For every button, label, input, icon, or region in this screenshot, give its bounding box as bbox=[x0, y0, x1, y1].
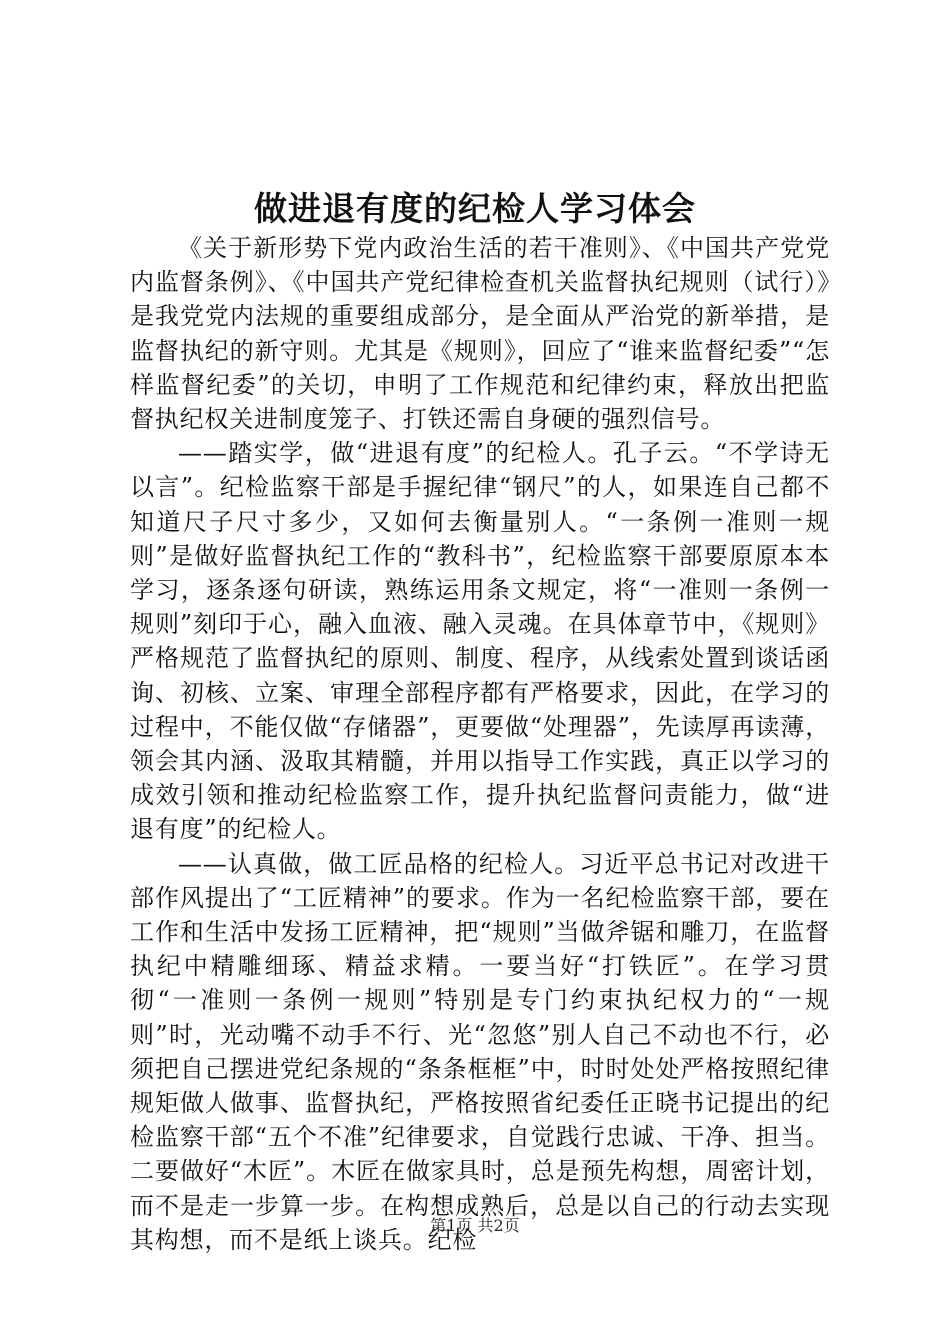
page-number-footer: 第1页 共2页 bbox=[430, 1216, 520, 1235]
document-title: 做进退有度的纪检人学习体会 bbox=[254, 189, 696, 228]
paragraph-craftsman: ——认真做，做工匠品格的纪检人。习近平总书记对改进干部作风提出了“工匠精神”的要求。作为一名纪检监察干部，要在工作和生活中发扬工匠精神，把“规则”当做斧锯和雕刀，在监督执纪中精雕细琢、精益求精。一要当好“打铁匠”。在学习贯彻“一准则一条例一规则”特别是专门约束执纪权力的“一规则”时，光动嘴不动手不行、光“忽悠”别人自己不动也不行，必须把自己摆进党纪条规的“条条框框”中，时时处处严格按照纪律规矩做人做事、监督执纪，严格按照省纪委任正晓书记提出的纪检监察干部“五个不准”纪律要求，自觉践行忠诚、干净、担当。二要做好“木匠”。木匠在做家具时，总是预先构想，周密计划，而不是走一步算一步。在构想成熟后，总是以自己的行动去实现其构想，而不是纸上谈兵。纪检 bbox=[130, 849, 830, 1254]
paragraph-study: ——踏实学，做“进退有度”的纪检人。孔子云。“不学诗无以言”。纪检监察干部是手握纪律“钢尺”的人，如果连自己都不知道尺子尺寸多少，又如何去衡量别人。“一条例一准则一规则”是做好监督执纪工作的“教科书”，纪检监察干部要原原本本学习，逐条逐句研读，熟练运用条文规定，将“一准则一条例一规则”刻印于心，融入血液、融入灵魂。在具体章节中，《规则》严格规范了监督执纪的原则、制度、程序，从线索处置到谈话函询、初核、立案、审理全部程序都有严格要求，因此，在学习的过程中，不能仅做“存储器”，更要做“处理器”，先读厚再读薄，领会其内涵、汲取其精髓，并用以指导工作实践，真正以学习的成效引领和推动纪检监察工作，提升执纪监督问责能力，做“进退有度”的纪检人。 bbox=[130, 439, 830, 844]
document-body bbox=[130, 231, 830, 1257]
paragraph-intro: 《关于新形势下党内政治生活的若干准则》、《中国共产党党内监督条例》、《中国共产党纪律检查机关监督执纪规则（试行）》是我党党内法规的重要组成部分，是全面从严治党的新举措，是监督执纪的新守则。尤其是《规则》，回应了“谁来监督纪委”“怎样监督纪委”的关切，申明了工作规范和纪律约束，释放出把监督执纪权关进制度笼子、打铁还需自身硬的强烈信号。 bbox=[130, 234, 830, 434]
